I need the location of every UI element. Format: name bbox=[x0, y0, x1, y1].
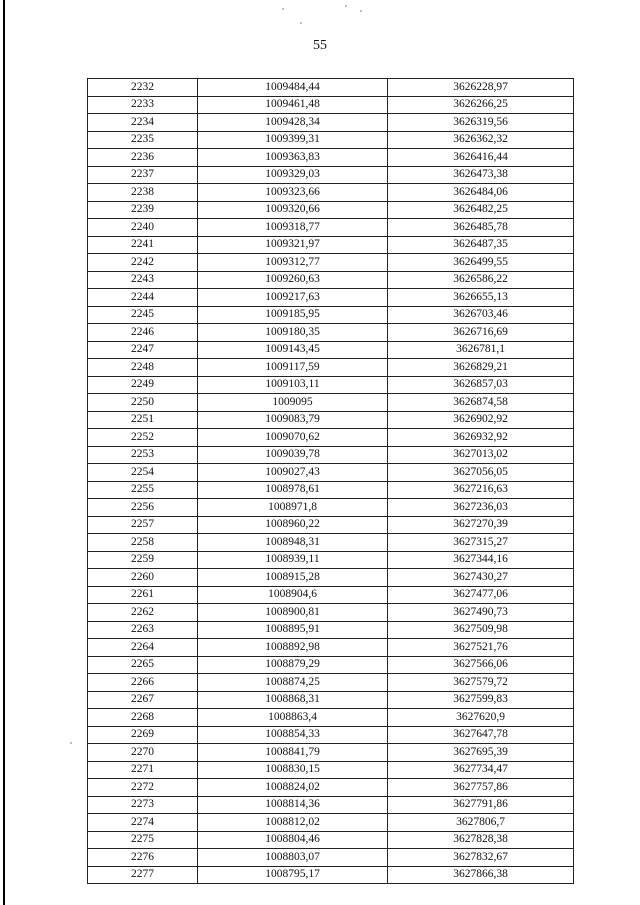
table-row bbox=[88, 219, 574, 237]
scan-speck bbox=[282, 8, 284, 10]
point-number-cell: 2258 bbox=[88, 534, 198, 552]
table-row bbox=[88, 604, 574, 622]
point-number-cell: 2265 bbox=[88, 656, 198, 674]
x-coordinate-cell: 1008904,6 bbox=[198, 586, 388, 604]
point-number-cell: 2259 bbox=[88, 551, 198, 569]
y-coordinate-cell: 3627791,86 bbox=[388, 796, 574, 814]
x-coordinate-cell: 1008814,36 bbox=[198, 796, 388, 814]
y-coordinate-cell: 3627477,06 bbox=[388, 586, 574, 604]
table-row bbox=[88, 429, 574, 447]
table-row bbox=[88, 761, 574, 779]
table-row bbox=[88, 289, 574, 307]
point-number-cell: 2233 bbox=[88, 96, 198, 114]
point-number-cell: 2262 bbox=[88, 604, 198, 622]
y-coordinate-cell: 3626586,22 bbox=[388, 271, 574, 289]
point-number-cell: 2271 bbox=[88, 761, 198, 779]
table-row bbox=[88, 551, 574, 569]
coordinates-table bbox=[87, 78, 574, 884]
point-number-cell: 2244 bbox=[88, 289, 198, 307]
x-coordinate-cell: 1009318,77 bbox=[198, 219, 388, 237]
x-coordinate-cell: 1008830,15 bbox=[198, 761, 388, 779]
table-row bbox=[88, 779, 574, 797]
y-coordinate-cell: 3627647,78 bbox=[388, 726, 574, 744]
y-coordinate-cell: 3627430,27 bbox=[388, 569, 574, 587]
y-coordinate-cell: 3627315,27 bbox=[388, 534, 574, 552]
y-coordinate-cell: 3627270,39 bbox=[388, 516, 574, 534]
y-coordinate-cell: 3627216,63 bbox=[388, 481, 574, 499]
y-coordinate-cell: 3627013,02 bbox=[388, 446, 574, 464]
y-coordinate-cell: 3627579,72 bbox=[388, 674, 574, 692]
page-number: 55 bbox=[313, 38, 327, 53]
x-coordinate-cell: 1009428,34 bbox=[198, 114, 388, 132]
table-row bbox=[88, 446, 574, 464]
y-coordinate-cell: 3626874,58 bbox=[388, 394, 574, 412]
x-coordinate-cell: 1009095 bbox=[198, 394, 388, 412]
point-number-cell: 2270 bbox=[88, 744, 198, 762]
y-coordinate-cell: 3626781,1 bbox=[388, 341, 574, 359]
table-row bbox=[88, 254, 574, 272]
y-coordinate-cell: 3627056,05 bbox=[388, 464, 574, 482]
x-coordinate-cell: 1009323,66 bbox=[198, 184, 388, 202]
table-row bbox=[88, 569, 574, 587]
y-coordinate-cell: 3627734,47 bbox=[388, 761, 574, 779]
point-number-cell: 2235 bbox=[88, 131, 198, 149]
table-row bbox=[88, 639, 574, 657]
point-number-cell: 2266 bbox=[88, 674, 198, 692]
table-row bbox=[88, 499, 574, 517]
x-coordinate-cell: 1009143,45 bbox=[198, 341, 388, 359]
table-row bbox=[88, 359, 574, 377]
table-row bbox=[88, 394, 574, 412]
x-coordinate-cell: 1009027,43 bbox=[198, 464, 388, 482]
scan-speck bbox=[360, 10, 362, 12]
point-number-cell: 2264 bbox=[88, 639, 198, 657]
x-coordinate-cell: 1009217,63 bbox=[198, 289, 388, 307]
point-number-cell: 2268 bbox=[88, 709, 198, 727]
y-coordinate-cell: 3626499,55 bbox=[388, 254, 574, 272]
table-row bbox=[88, 79, 574, 97]
x-coordinate-cell: 1008812,02 bbox=[198, 814, 388, 832]
table-row bbox=[88, 236, 574, 254]
point-number-cell: 2232 bbox=[88, 79, 198, 97]
x-coordinate-cell: 1008978,61 bbox=[198, 481, 388, 499]
table-row bbox=[88, 341, 574, 359]
x-coordinate-cell: 1008874,25 bbox=[198, 674, 388, 692]
point-number-cell: 2267 bbox=[88, 691, 198, 709]
point-number-cell: 2250 bbox=[88, 394, 198, 412]
y-coordinate-cell: 3626932,92 bbox=[388, 429, 574, 447]
table-row bbox=[88, 411, 574, 429]
point-number-cell: 2275 bbox=[88, 831, 198, 849]
point-number-cell: 2253 bbox=[88, 446, 198, 464]
y-coordinate-cell: 3627566,06 bbox=[388, 656, 574, 674]
table-row bbox=[88, 621, 574, 639]
table-row bbox=[88, 744, 574, 762]
x-coordinate-cell: 1009484,44 bbox=[198, 79, 388, 97]
table-row bbox=[88, 201, 574, 219]
table-row bbox=[88, 96, 574, 114]
y-coordinate-cell: 3626857,03 bbox=[388, 376, 574, 394]
x-coordinate-cell: 1009312,77 bbox=[198, 254, 388, 272]
scan-speck bbox=[70, 742, 72, 744]
point-number-cell: 2241 bbox=[88, 236, 198, 254]
table-row bbox=[88, 114, 574, 132]
x-coordinate-cell: 1008879,29 bbox=[198, 656, 388, 674]
x-coordinate-cell: 1009083,79 bbox=[198, 411, 388, 429]
table-row bbox=[88, 709, 574, 727]
y-coordinate-cell: 3626716,69 bbox=[388, 324, 574, 342]
point-number-cell: 2234 bbox=[88, 114, 198, 132]
point-number-cell: 2242 bbox=[88, 254, 198, 272]
point-number-cell: 2277 bbox=[88, 866, 198, 884]
table-row bbox=[88, 516, 574, 534]
point-number-cell: 2239 bbox=[88, 201, 198, 219]
point-number-cell: 2240 bbox=[88, 219, 198, 237]
point-number-cell: 2263 bbox=[88, 621, 198, 639]
point-number-cell: 2237 bbox=[88, 166, 198, 184]
table-row bbox=[88, 866, 574, 884]
point-number-cell: 2246 bbox=[88, 324, 198, 342]
table-row bbox=[88, 481, 574, 499]
x-coordinate-cell: 1009117,59 bbox=[198, 359, 388, 377]
y-coordinate-cell: 3626829,21 bbox=[388, 359, 574, 377]
scan-left-edge bbox=[3, 0, 5, 905]
table-row bbox=[88, 166, 574, 184]
x-coordinate-cell: 1008939,11 bbox=[198, 551, 388, 569]
table-row bbox=[88, 674, 574, 692]
y-coordinate-cell: 3626482,25 bbox=[388, 201, 574, 219]
x-coordinate-cell: 1009321,97 bbox=[198, 236, 388, 254]
point-number-cell: 2251 bbox=[88, 411, 198, 429]
table-row bbox=[88, 691, 574, 709]
table-row bbox=[88, 534, 574, 552]
y-coordinate-cell: 3626655,13 bbox=[388, 289, 574, 307]
table-row bbox=[88, 831, 574, 849]
table-row bbox=[88, 271, 574, 289]
y-coordinate-cell: 3627828,38 bbox=[388, 831, 574, 849]
point-number-cell: 2236 bbox=[88, 149, 198, 167]
y-coordinate-cell: 3626266,25 bbox=[388, 96, 574, 114]
point-number-cell: 2272 bbox=[88, 779, 198, 797]
y-coordinate-cell: 3626487,35 bbox=[388, 236, 574, 254]
table-row bbox=[88, 464, 574, 482]
table-row bbox=[88, 849, 574, 867]
x-coordinate-cell: 1008795,17 bbox=[198, 866, 388, 884]
x-coordinate-cell: 1009070,62 bbox=[198, 429, 388, 447]
point-number-cell: 2273 bbox=[88, 796, 198, 814]
table-row bbox=[88, 149, 574, 167]
x-coordinate-cell: 1008892,98 bbox=[198, 639, 388, 657]
point-number-cell: 2247 bbox=[88, 341, 198, 359]
x-coordinate-cell: 1009320,66 bbox=[198, 201, 388, 219]
table-row bbox=[88, 376, 574, 394]
x-coordinate-cell: 1009399,31 bbox=[198, 131, 388, 149]
y-coordinate-cell: 3626485,78 bbox=[388, 219, 574, 237]
y-coordinate-cell: 3627490,73 bbox=[388, 604, 574, 622]
y-coordinate-cell: 3627866,38 bbox=[388, 866, 574, 884]
table-row bbox=[88, 324, 574, 342]
x-coordinate-cell: 1008804,46 bbox=[198, 831, 388, 849]
point-number-cell: 2238 bbox=[88, 184, 198, 202]
x-coordinate-cell: 1008948,31 bbox=[198, 534, 388, 552]
y-coordinate-cell: 3627695,39 bbox=[388, 744, 574, 762]
point-number-cell: 2274 bbox=[88, 814, 198, 832]
x-coordinate-cell: 1009039,78 bbox=[198, 446, 388, 464]
x-coordinate-cell: 1008900,81 bbox=[198, 604, 388, 622]
x-coordinate-cell: 1009180,35 bbox=[198, 324, 388, 342]
x-coordinate-cell: 1008915,28 bbox=[198, 569, 388, 587]
y-coordinate-cell: 3626416,44 bbox=[388, 149, 574, 167]
point-number-cell: 2260 bbox=[88, 569, 198, 587]
point-number-cell: 2255 bbox=[88, 481, 198, 499]
x-coordinate-cell: 1009329,03 bbox=[198, 166, 388, 184]
table-row bbox=[88, 726, 574, 744]
table-row bbox=[88, 131, 574, 149]
point-number-cell: 2252 bbox=[88, 429, 198, 447]
y-coordinate-cell: 3627236,03 bbox=[388, 499, 574, 517]
table-row bbox=[88, 184, 574, 202]
x-coordinate-cell: 1008895,91 bbox=[198, 621, 388, 639]
x-coordinate-cell: 1008854,33 bbox=[198, 726, 388, 744]
coordinates-table-body bbox=[88, 79, 574, 884]
x-coordinate-cell: 1009260,63 bbox=[198, 271, 388, 289]
x-coordinate-cell: 1008868,31 bbox=[198, 691, 388, 709]
point-number-cell: 2254 bbox=[88, 464, 198, 482]
y-coordinate-cell: 3626319,56 bbox=[388, 114, 574, 132]
point-number-cell: 2245 bbox=[88, 306, 198, 324]
scan-speck bbox=[345, 5, 347, 7]
point-number-cell: 2256 bbox=[88, 499, 198, 517]
y-coordinate-cell: 3627620,9 bbox=[388, 709, 574, 727]
y-coordinate-cell: 3627832,67 bbox=[388, 849, 574, 867]
y-coordinate-cell: 3626703,46 bbox=[388, 306, 574, 324]
table-row bbox=[88, 586, 574, 604]
x-coordinate-cell: 1008803,07 bbox=[198, 849, 388, 867]
point-number-cell: 2243 bbox=[88, 271, 198, 289]
y-coordinate-cell: 3626228,97 bbox=[388, 79, 574, 97]
y-coordinate-cell: 3627599,83 bbox=[388, 691, 574, 709]
y-coordinate-cell: 3627344,16 bbox=[388, 551, 574, 569]
y-coordinate-cell: 3627757,86 bbox=[388, 779, 574, 797]
point-number-cell: 2261 bbox=[88, 586, 198, 604]
table-row bbox=[88, 796, 574, 814]
x-coordinate-cell: 1009363,83 bbox=[198, 149, 388, 167]
x-coordinate-cell: 1008971,8 bbox=[198, 499, 388, 517]
y-coordinate-cell: 3626902,92 bbox=[388, 411, 574, 429]
y-coordinate-cell: 3627521,76 bbox=[388, 639, 574, 657]
x-coordinate-cell: 1008824,02 bbox=[198, 779, 388, 797]
table-row bbox=[88, 306, 574, 324]
y-coordinate-cell: 3627806,7 bbox=[388, 814, 574, 832]
table-row bbox=[88, 814, 574, 832]
point-number-cell: 2269 bbox=[88, 726, 198, 744]
x-coordinate-cell: 1008960,22 bbox=[198, 516, 388, 534]
point-number-cell: 2257 bbox=[88, 516, 198, 534]
x-coordinate-cell: 1009103,11 bbox=[198, 376, 388, 394]
y-coordinate-cell: 3626473,38 bbox=[388, 166, 574, 184]
x-coordinate-cell: 1008863,4 bbox=[198, 709, 388, 727]
x-coordinate-cell: 1009461,48 bbox=[198, 96, 388, 114]
y-coordinate-cell: 3627509,98 bbox=[388, 621, 574, 639]
x-coordinate-cell: 1008841,79 bbox=[198, 744, 388, 762]
y-coordinate-cell: 3626362,32 bbox=[388, 131, 574, 149]
scan-speck bbox=[300, 22, 302, 24]
point-number-cell: 2276 bbox=[88, 849, 198, 867]
y-coordinate-cell: 3626484,06 bbox=[388, 184, 574, 202]
x-coordinate-cell: 1009185,95 bbox=[198, 306, 388, 324]
point-number-cell: 2248 bbox=[88, 359, 198, 377]
point-number-cell: 2249 bbox=[88, 376, 198, 394]
table-row bbox=[88, 656, 574, 674]
